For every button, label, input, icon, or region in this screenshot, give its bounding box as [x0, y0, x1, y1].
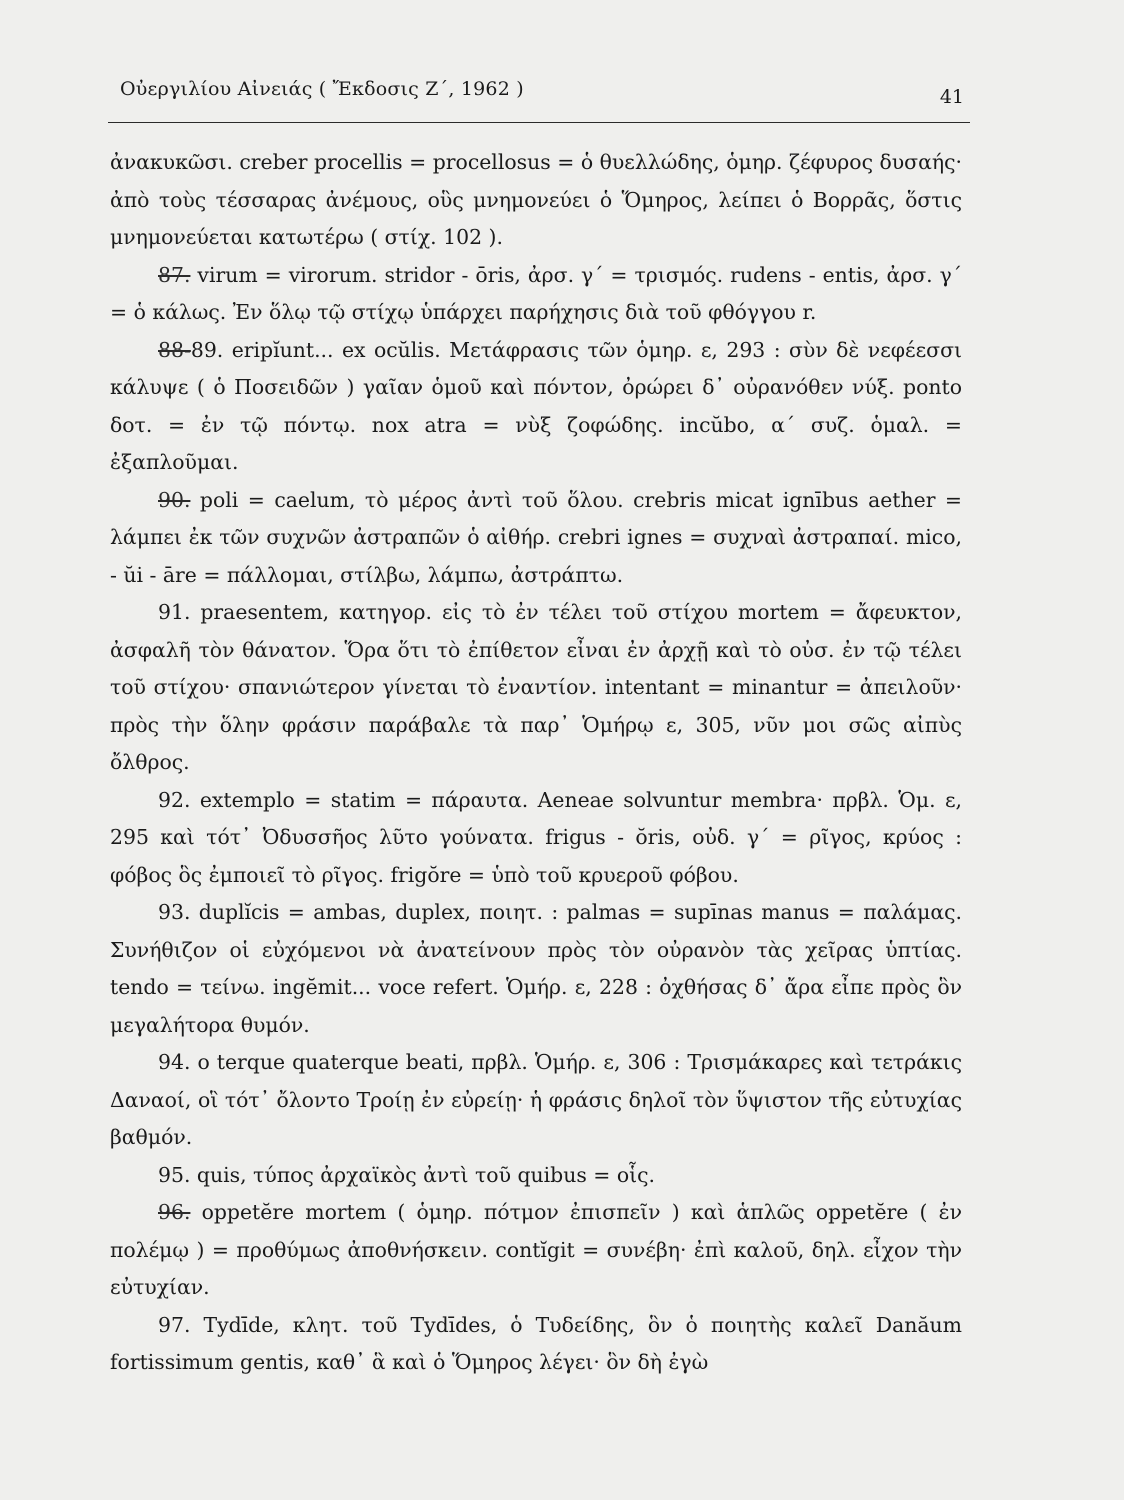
page-number: 41: [939, 86, 964, 108]
note-91: [110, 594, 962, 782]
paragraph-text: ἀνακυκῶσι. creber procellis = procellosus = ὁ θυελλώδης, ὁμηρ. ζέφυρος δυσαής· ἀπὸ τοὺς τέσσαρας ἀνέμους, οὓς μνημονεύει ὁ Ὅμηρος, λείπει ὁ Βορρᾶς, ὅστις μνημονεύεται κατωτέρω ( στίχ. 102 ).: [110, 150, 962, 249]
note-number: 97.: [158, 1312, 191, 1337]
paragraph-continuation: [110, 144, 962, 257]
note-number: 94.: [158, 1050, 191, 1074]
note-text: praesentem, κατηγορ. εἰς τὸ ἐν τέλει τοῦ στίχου mortem = ἄφευκτον, ἀσφαλῆ τὸν θάνατον. Ὅρα ὅτι τὸ ἐπίθετον εἶναι ἐν ἀρχῇ καὶ τὸ οὐσ. ἐν τῷ τέλει τοῦ στίχου· σπανιώτερον γίνεται τὸ ἐναντίον. intentant = minantur = ἀπειλοῦν· πρὸς τὴν ὅλην φράσιν παράβαλε τὰ παρ᾽ Ὁμήρῳ ε, 305, νῦν μοι σῶς αἰπὺς ὄλθρος.: [110, 600, 962, 774]
note-text: oppetĕre mortem ( ὁμηρ. πότμον ἐπισπεῖν ) καὶ ἁπλῶς oppetĕre ( ἐν πολέμῳ ) = προθύμως ἀποθνήσκειν. contĭgit = συνέβη· ἐπὶ καλοῦ, δηλ. εἶχον τὴν εὐτυχίαν.: [110, 1200, 962, 1299]
note-88-89: [110, 332, 962, 482]
note-text: virum = virorum. stridor - ōris, ἀρσ. γ΄ = τρισμός. rudens - entis, ἀρσ. γ΄ = ὁ κάλως. Ἐν ὅλῳ τῷ στίχῳ ὑπάρχει παρήχησις διὰ τοῦ φθόγγου r.: [110, 262, 962, 324]
note-94: [110, 1044, 962, 1157]
page-header: [108, 60, 970, 120]
note-90: [110, 482, 962, 595]
note-92: [110, 782, 962, 895]
header-rule: [108, 122, 970, 123]
note-number-struck: 87.: [158, 262, 191, 287]
note-97: [110, 1307, 962, 1382]
note-number: 93.: [158, 900, 191, 924]
note-95: [110, 1157, 962, 1195]
note-text: 89. eripĭunt... ex ocŭlis. Μετάφρασις τῶν ὁμηρ. ε, 293 : σὺν δὲ νεφέεσσι κάλυψε ( ὁ Ποσειδῶν ) γαῖαν ὁμοῦ καὶ πόντον, ὀρώρει δ᾽ οὐρανόθεν νύξ. ponto δοτ. = ἐν τῷ πόντῳ. nox atra = νὺξ ζοφώδης. incŭbo, α΄ συζ. ὁμαλ. = ἐξαπλοῦμαι.: [110, 337, 962, 474]
note-number: 95.: [158, 1162, 191, 1187]
note-text: Tydīde, κλητ. τοῦ Tydīdes, ὁ Τυδείδης, ὃν ὁ ποιητὴς καλεῖ Danăum fortissimum gentis, καθ᾽ ἃ καὶ ὁ Ὅμηρος λέγει· ὃν δὴ ἐγὼ: [110, 1312, 962, 1374]
note-number-struck: 90.: [158, 487, 191, 512]
note-87: [110, 257, 962, 332]
note-text: o terque quaterque beati, πρβλ. Ὁμήρ. ε, 306 : Τρισμάκαρες καὶ τετράκις Δαναοί, οἳ τότ᾽ ὄλοντο Τροίῃ ἐν εὐρείῃ· ἡ φράσις δηλοῖ τὸν ὕψιστον τῆς εὐτυχίας βαθμόν.: [110, 1050, 962, 1149]
note-text: quis, τύπος ἀρχαϊκὸς ἀντὶ τοῦ quibus = οἷς.: [190, 1162, 656, 1187]
note-number-struck: 88-: [158, 337, 191, 362]
note-number: 92.: [158, 787, 191, 812]
note-text: poli = caelum, τὸ μέρος ἀντὶ τοῦ ὅλου. crebris micat ignībus aether = λάμπει ἐκ τῶν συχνῶν ἀστραπῶν ὁ αἰθήρ. crebri ignes = συχναὶ ἀστραπαί. mico, - ŭi - āre = πάλλομαι, στίλβω, λάμπω, ἀστράπτω.: [110, 487, 962, 587]
note-text: duplĭcis = ambas, duplex, ποιητ. : palmas = supīnas manus = παλάμας. Συνήθιζον οἱ εὐχόμενοι νὰ ἀνατείνουν πρὸς τὸν οὐρανὸν τὰς χεῖρας ὑπτίας. tendo = τείνω. ingĕmit... voce refert. Ὁμήρ. ε, 228 : ὀχθήσας δ᾽ ἄρα εἶπε πρὸς ὃν μεγαλήτορα θυμόν.: [110, 900, 962, 1037]
note-96: [110, 1194, 962, 1307]
note-text: extemplo = statim = πάραυτα. Aeneae solvuntur membra· πρβλ. Ὁμ. ε, 295 καὶ τότ᾽ Ὀδυσσῆος λῦτο γούνατα. frigus - ŏris, οὐδ. γ΄ = ρῖγος, κρύος : φόβος ὃς ἐμποιεῖ τὸ ρῖγος. frigŏre = ὑπὸ τοῦ κρυεροῦ φόβου.: [110, 787, 962, 887]
commentary-body: [110, 144, 962, 1382]
note-number: 91.: [158, 600, 191, 624]
running-title: Οὐεργιλίου Αἰνειάς ( Ἔκδοσις Ζ΄, 1962 ): [120, 78, 524, 100]
note-93: [110, 894, 962, 1044]
note-number-struck: 96.: [158, 1200, 191, 1224]
